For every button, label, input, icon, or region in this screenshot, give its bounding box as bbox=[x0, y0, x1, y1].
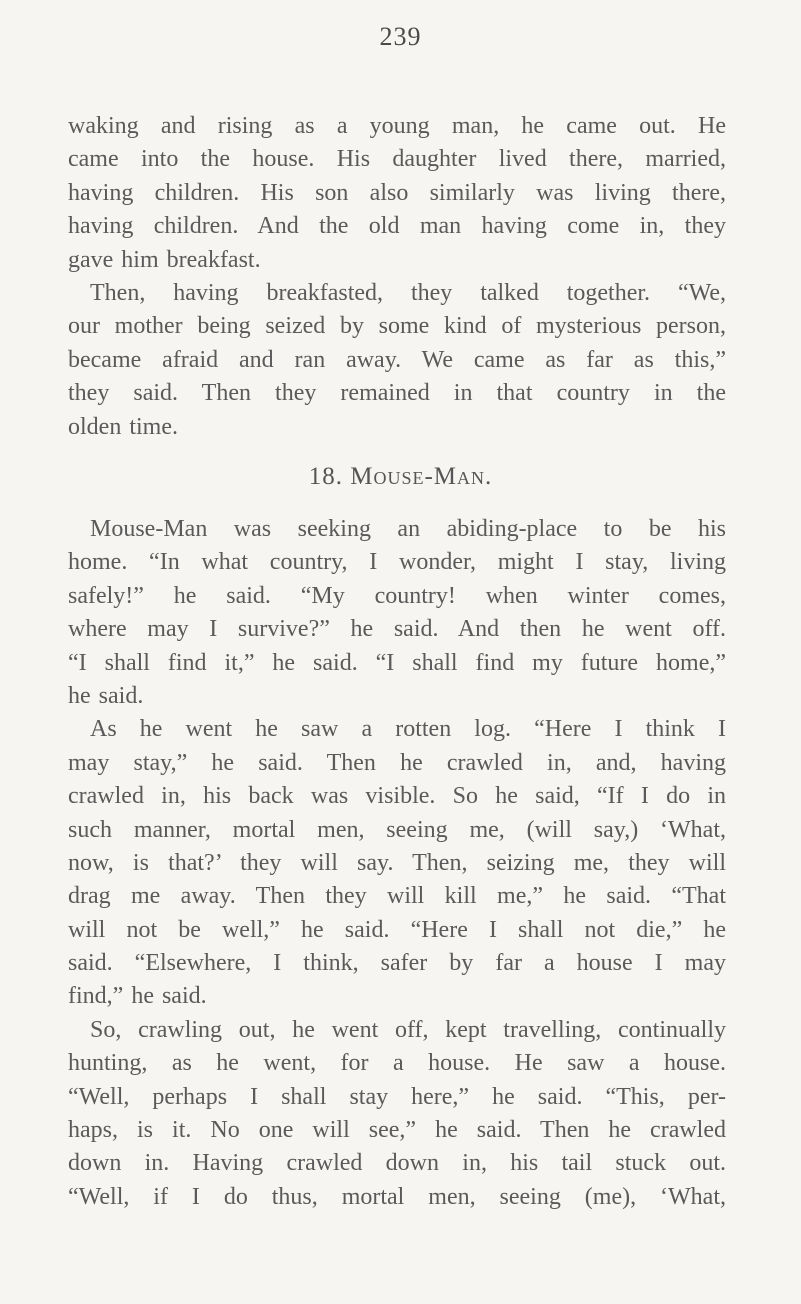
text-line: “Well, if I do thus, mortal men, seeing (me), ‘What, bbox=[68, 1183, 726, 1210]
text-block-mouse-man bbox=[68, 513, 726, 1214]
text-line: such manner, mortal men, seeing me, (will say,) ‘What, bbox=[68, 816, 726, 843]
text-line: gave him breakfast. bbox=[68, 246, 261, 273]
text-line: Then, having breakfasted, they talked together. “We, bbox=[90, 279, 726, 306]
text-line: hunting, as he went, for a house. He saw a house. bbox=[68, 1050, 726, 1077]
text-line: haps, is it. No one will see,” he said. Then he crawled bbox=[68, 1117, 726, 1144]
text-line: will not be well,” he said. “Here I shall not die,” he bbox=[68, 916, 726, 943]
text-block-continuation bbox=[68, 110, 726, 444]
text-line: down in. Having crawled down in, his tail stuck out. bbox=[68, 1150, 726, 1177]
text-line: home. “In what country, I wonder, might I stay, living bbox=[68, 549, 726, 576]
text-line: olden time. bbox=[68, 413, 178, 440]
text-line: Mouse-Man was seeking an abiding-place to be his bbox=[90, 516, 726, 542]
text-line: they said. Then they remained in that country in the bbox=[68, 380, 726, 407]
text-line: he said. bbox=[68, 682, 144, 709]
text-line: now, is that?’ they will say. Then, seizing me, they will bbox=[68, 849, 726, 876]
text-line: “Well, perhaps I shall stay here,” he said. “This, per- bbox=[68, 1083, 726, 1110]
text-line: As he went he saw a rotten log. “Here I think I bbox=[90, 716, 726, 743]
page-number: 239 bbox=[379, 22, 422, 51]
text-line: came into the house. His daughter lived there, married, bbox=[68, 146, 726, 173]
text-line: crawled in, his back was visible. So he said, “If I do in bbox=[68, 783, 726, 810]
text-line: drag me away. Then they will kill me,” he said. “That bbox=[68, 883, 726, 910]
text-line: became afraid and ran away. We came as far as this,” bbox=[68, 346, 726, 373]
text-line: our mother being seized by some kind of mysterious person, bbox=[68, 313, 726, 340]
text-line: may stay,” he said. Then he crawled in, and, having bbox=[68, 749, 726, 776]
text-line: So, crawling out, he went off, kept travelling, continually bbox=[90, 1016, 726, 1043]
text-line: having children. And the old man having come in, they bbox=[68, 213, 726, 240]
text-line: where may I survive?” he said. And then he went off. bbox=[68, 616, 726, 643]
text-line: safely!” he said. “My country! when winter comes, bbox=[68, 582, 726, 609]
section-heading: 18. Mouse-Man. bbox=[308, 463, 493, 490]
text-line: waking and rising as a young man, he came out. He bbox=[68, 113, 726, 139]
text-line: said. “Elsewhere, I think, safer by far a house I may bbox=[68, 950, 726, 977]
text-line: having children. His son also similarly was living there, bbox=[68, 179, 726, 206]
text-line: “I shall find it,” he said. “I shall find my future home,” bbox=[68, 649, 726, 676]
text-line: find,” he said. bbox=[68, 983, 207, 1010]
